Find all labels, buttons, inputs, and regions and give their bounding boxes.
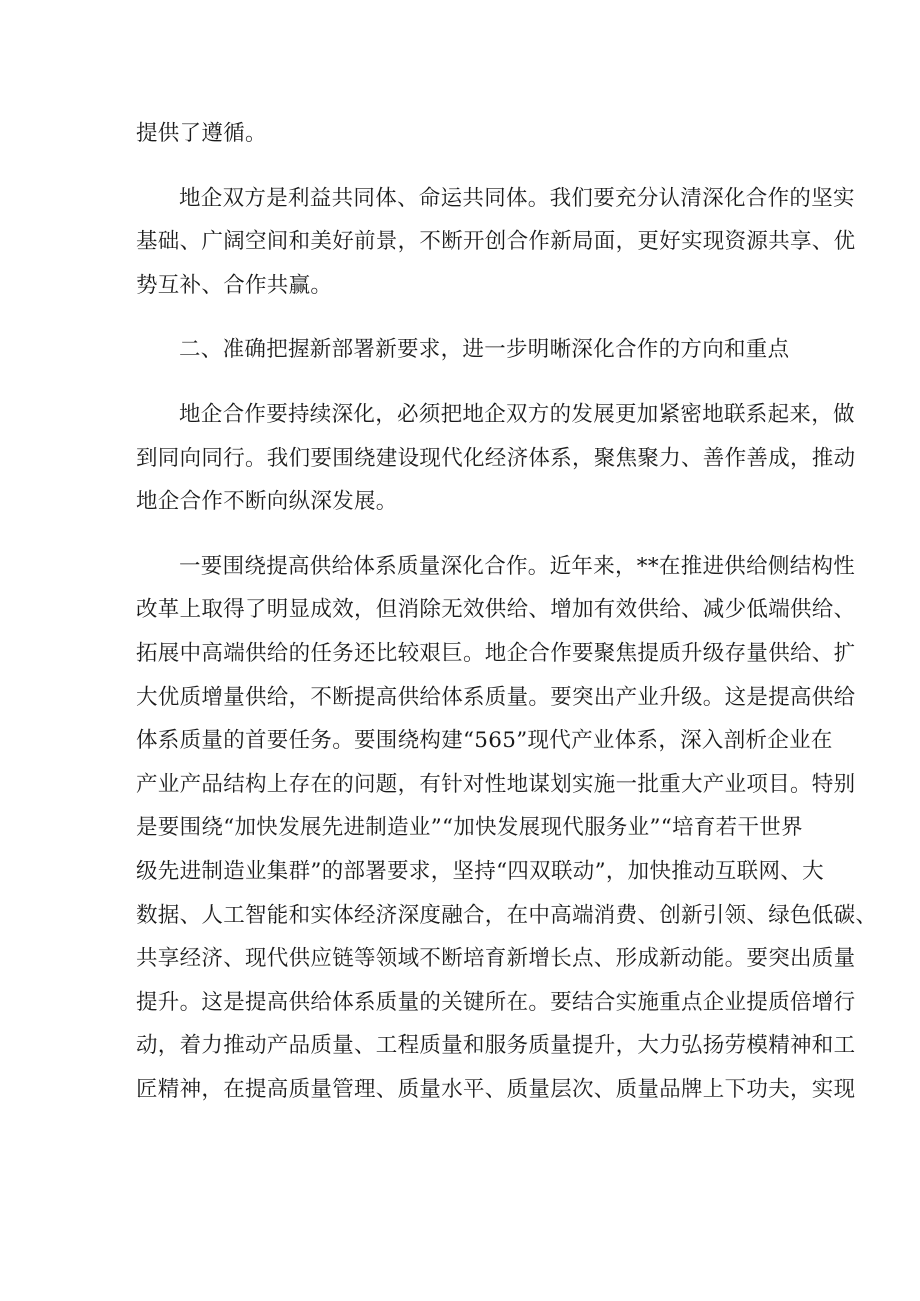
text-line: 拓展中高端供给的任务还比较艰巨。地企合作要聚焦提质升级存量供给、扩 xyxy=(136,640,856,666)
paragraph-continuation xyxy=(136,112,790,156)
text-line: 数据、人工智能和实体经济深度融合，在中高端消费、创新引领、绿色低碳、 xyxy=(136,902,878,928)
text-line: 地企合作要持续深化，必须把地企双方的发展更加紧密地联系起来，做 xyxy=(179,401,855,427)
text-line: 动，着力推动产品质量、工程质量和服务质量提升，大力弘扬劳模精神和工 xyxy=(136,1033,856,1059)
text-line: 是要围绕“加快发展先进制造业”“加快发展现代服务业”“培育若干世界 xyxy=(136,815,803,841)
text-line: 地企双方是利益共同体、命运共同体。我们要充分认清深化合作的坚实 xyxy=(179,185,855,211)
text-line: 地企合作不断向纵深发展。 xyxy=(136,489,398,515)
text-line: 级先进制造业集群”的部署要求，坚持“四双联动”，加快推动互联网、大 xyxy=(136,858,824,884)
text-line: 基础、广阔空间和美好前景，不断开创合作新局面，更好实现资源共享、优 xyxy=(136,229,856,255)
text-line: 体系质量的首要任务。要围绕构建“565”现代产业体系，深入剖析企业在 xyxy=(136,728,833,754)
text-line: 二、准确把握新部署新要求，进一步明晰深化合作的方向和重点 xyxy=(179,337,790,363)
text-line: 共享经济、现代供应链等领域不断培育新增长点、形成新动能。要突出质量 xyxy=(136,946,856,972)
text-line: 到同向同行。我们要围绕建设现代化经济体系，聚焦聚力、善作善成，推动 xyxy=(136,445,856,471)
text-line: 一要围绕提高供给体系质量深化合作。近年来，**在推进供给侧结构性 xyxy=(179,553,856,579)
text-line: 产业产品结构上存在的问题，有针对性地谋划实施一批重大产业项目。特别 xyxy=(136,771,856,797)
text-line: 匠精神，在提高质量管理、质量水平、质量层次、质量品牌上下功夫，实现 xyxy=(136,1076,856,1102)
text-line: 大优质增量供给，不断提高供给体系质量。要突出产业升级。这是提高供给 xyxy=(136,684,856,710)
text-line: 势互补、合作共赢。 xyxy=(136,272,333,298)
text-line: 提升。这是提高供给体系质量的关键所在。要结合实施重点企业提质倍增行 xyxy=(136,989,856,1015)
paragraph xyxy=(136,545,878,1112)
paragraph xyxy=(136,393,856,524)
paragraph xyxy=(136,177,856,308)
document-body xyxy=(136,112,878,1111)
text-line: 提供了遵循。 xyxy=(136,121,267,146)
section-heading xyxy=(136,328,790,372)
text-line: 改革上取得了明显成效，但消除无效供给、增加有效供给、减少低端供给、 xyxy=(136,597,856,623)
